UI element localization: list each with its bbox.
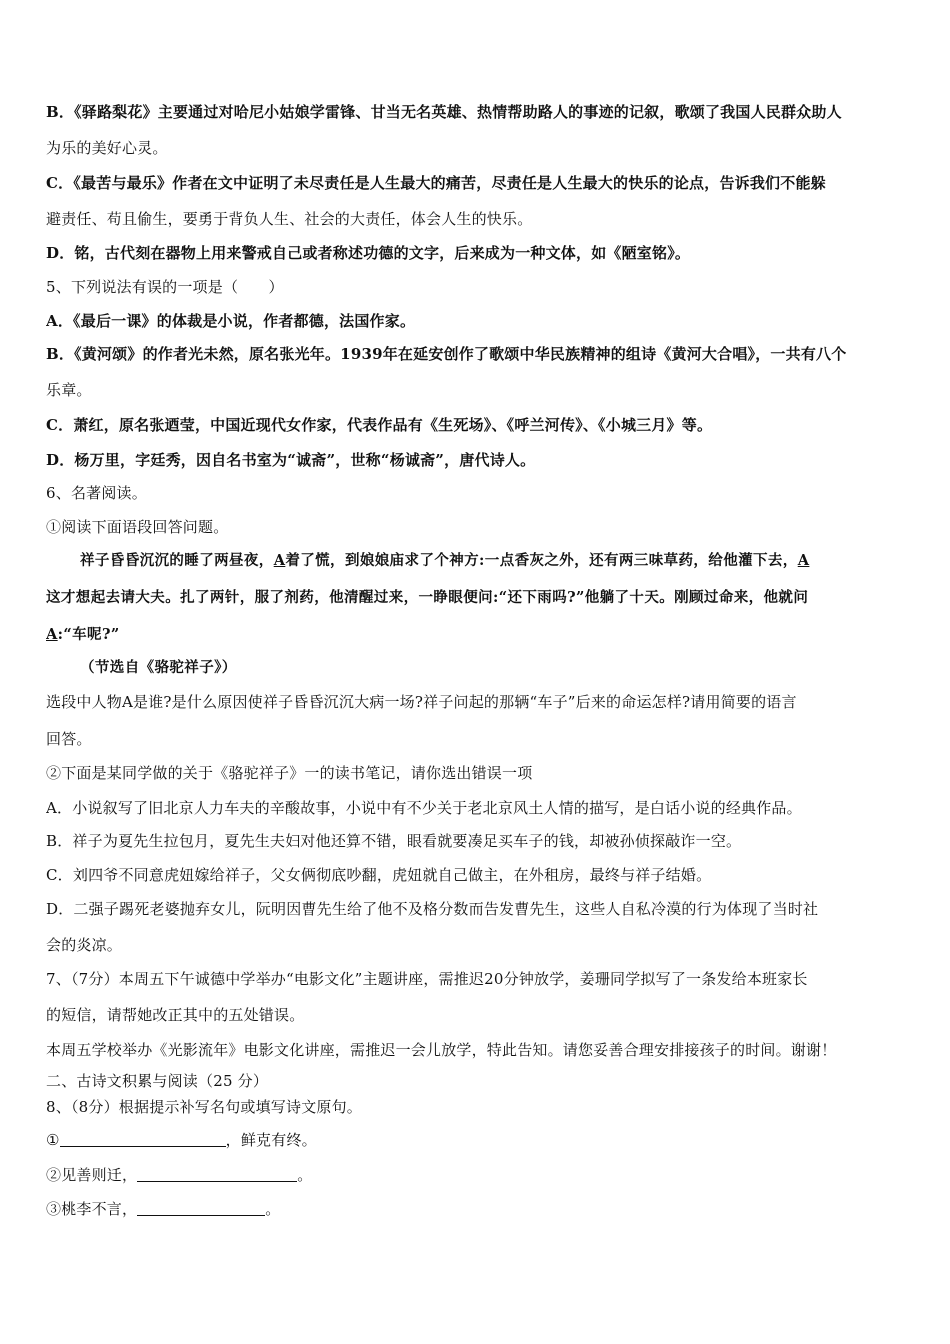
q6-option-a: A．小说叙写了旧北京人力车夫的辛酸故事，小说中有不少关于老北京风土人情的描写，是白话小说的经典作品。	[46, 799, 802, 817]
q6-option-d-cont: 会的炎凉。	[46, 936, 123, 954]
fill-text: ，鲜克有终。	[225, 1131, 317, 1149]
q6-part1-question: 选段中人物A是谁?是什么原因使祥子昏昏沉沉大病一场?祥子问起的那辆“车子”后来的命运怎样?请用简要的语言	[46, 693, 797, 711]
option-b-text-cont: 为乐的美好心灵。	[46, 139, 168, 157]
fill-blank-2	[46, 1164, 908, 1186]
section-2-heading: 二、古诗文积累与阅读（25 分）	[46, 1072, 269, 1090]
answer-blank-2[interactable]	[137, 1165, 297, 1182]
question-7: 7、（7分）本周五下午诚德中学举办“电影文化”主题讲座，需推迟20分钟放学，姜珊同学拟写了一条发给本班家长	[46, 970, 808, 988]
q6-part1-question-cont: 回答。	[46, 730, 92, 748]
passage-text: 着了慌，到娘娘庙求了个神方:一点香灰之外，还有两三味草药，给他灌下去，	[285, 552, 798, 569]
character-a-marker: A	[46, 626, 58, 643]
q6-option-b: B．祥子为夏先生拉包月，夏先生夫妇对他还算不错，眼看就要凑足买车子的钱，却被孙侦探敲诈一空。	[46, 832, 742, 850]
q6-option-d: D．二强子踢死老婆抛弃女儿，阮明因曹先生给了他不及格分数而告发曹先生，这些人自私冷漠的行为体现了当时社	[46, 900, 819, 918]
question-7-cont: 的短信，请帮她改正其中的五处错误。	[46, 1006, 305, 1024]
q5-option-b: B．《黄河颂》的作者光未然，原名张光年。1939年在延安创作了歌颂中华民族精神的组诗《黄河大合唱》，一共有八个	[46, 345, 847, 363]
fill-blank-1	[46, 1129, 908, 1151]
fill-label: ①	[46, 1131, 60, 1149]
option-d-text: D．铭，古代刻在器物上用来警戒自己或者称述功德的文字，后来成为一种文体，如《陋室铭》。	[46, 244, 691, 262]
q7-message-text: 本周五学校举办《光影流年》电影文化讲座，需推迟一会儿放学，特此告知。请您妥善合理安排接孩子的时间。谢谢！	[46, 1041, 837, 1059]
question-8: 8、（8分）根据提示补写名句或填写诗文原句。	[46, 1098, 362, 1116]
passage-source: （节选自《骆驼祥子》）	[80, 659, 237, 676]
passage-line-3	[46, 624, 908, 646]
q5-option-c: C．萧红，原名张迺莹，中国近现代女作家，代表作品有《生死场》、《呼兰河传》、《小城三月》等。	[46, 416, 713, 434]
q6-part2-prompt: ②下面是某同学做的关于《骆驼祥子》一的读书笔记，请你选出错误一项	[46, 764, 533, 782]
option-c-text-cont: 避责任、苟且偷生，要勇于背负人生、社会的大责任，体会人生的快乐。	[46, 210, 533, 228]
passage-text: :“车呢?”	[57, 626, 120, 643]
fill-text: ②见善则迁，	[46, 1166, 138, 1184]
option-c-text: C．《最苦与最乐》作者在文中证明了未尽责任是人生最大的痛苦，尽责任是人生最大的快乐的论点，告诉我们不能躲	[46, 174, 826, 192]
character-a-marker: A	[797, 552, 810, 569]
answer-blank-3[interactable]	[137, 1199, 265, 1216]
answer-blank-1[interactable]	[60, 1130, 226, 1147]
fill-blank-3	[46, 1198, 908, 1220]
character-a-marker: A	[273, 552, 286, 569]
fill-text: 。	[297, 1166, 313, 1184]
q6-part1-prompt: ①阅读下面语段回答问题。	[46, 518, 229, 536]
q5-option-a: A．《最后一课》的体裁是小说，作者都德，法国作家。	[46, 312, 416, 330]
question-5: 5、下列说法有误的一项是（ ）	[46, 278, 284, 296]
fill-text: 。	[265, 1200, 281, 1218]
passage-line-1	[80, 550, 908, 572]
passage-text: 祥子昏昏沉沉的睡了两昼夜，	[80, 552, 274, 569]
option-b-text: B．《驿路梨花》主要通过对哈尼小姑娘学雷锋、甘当无名英雄、热情帮助路人的事迹的记叙，歌颂了我国人民群众助人	[46, 103, 842, 121]
question-6: 6、名著阅读。	[46, 484, 147, 502]
q6-option-c: C．刘四爷不同意虎妞嫁给祥子，父女俩彻底吵翻，虎妞就自己做主，在外租房，最终与祥子结婚。	[46, 866, 712, 884]
q5-option-d: D．杨万里，字廷秀，因自名书室为“诚斋”，世称“杨诚斋”，唐代诗人。	[46, 451, 536, 469]
q5-option-b-cont: 乐章。	[46, 381, 92, 399]
passage-line-2: 这才想起去请大夫。扎了两针，服了剂药，他清醒过来，一睁眼便问:“还下雨吗?”他躺了十天。刚顾过命来，他就问	[46, 589, 809, 606]
fill-text: ③桃李不言，	[46, 1200, 138, 1218]
